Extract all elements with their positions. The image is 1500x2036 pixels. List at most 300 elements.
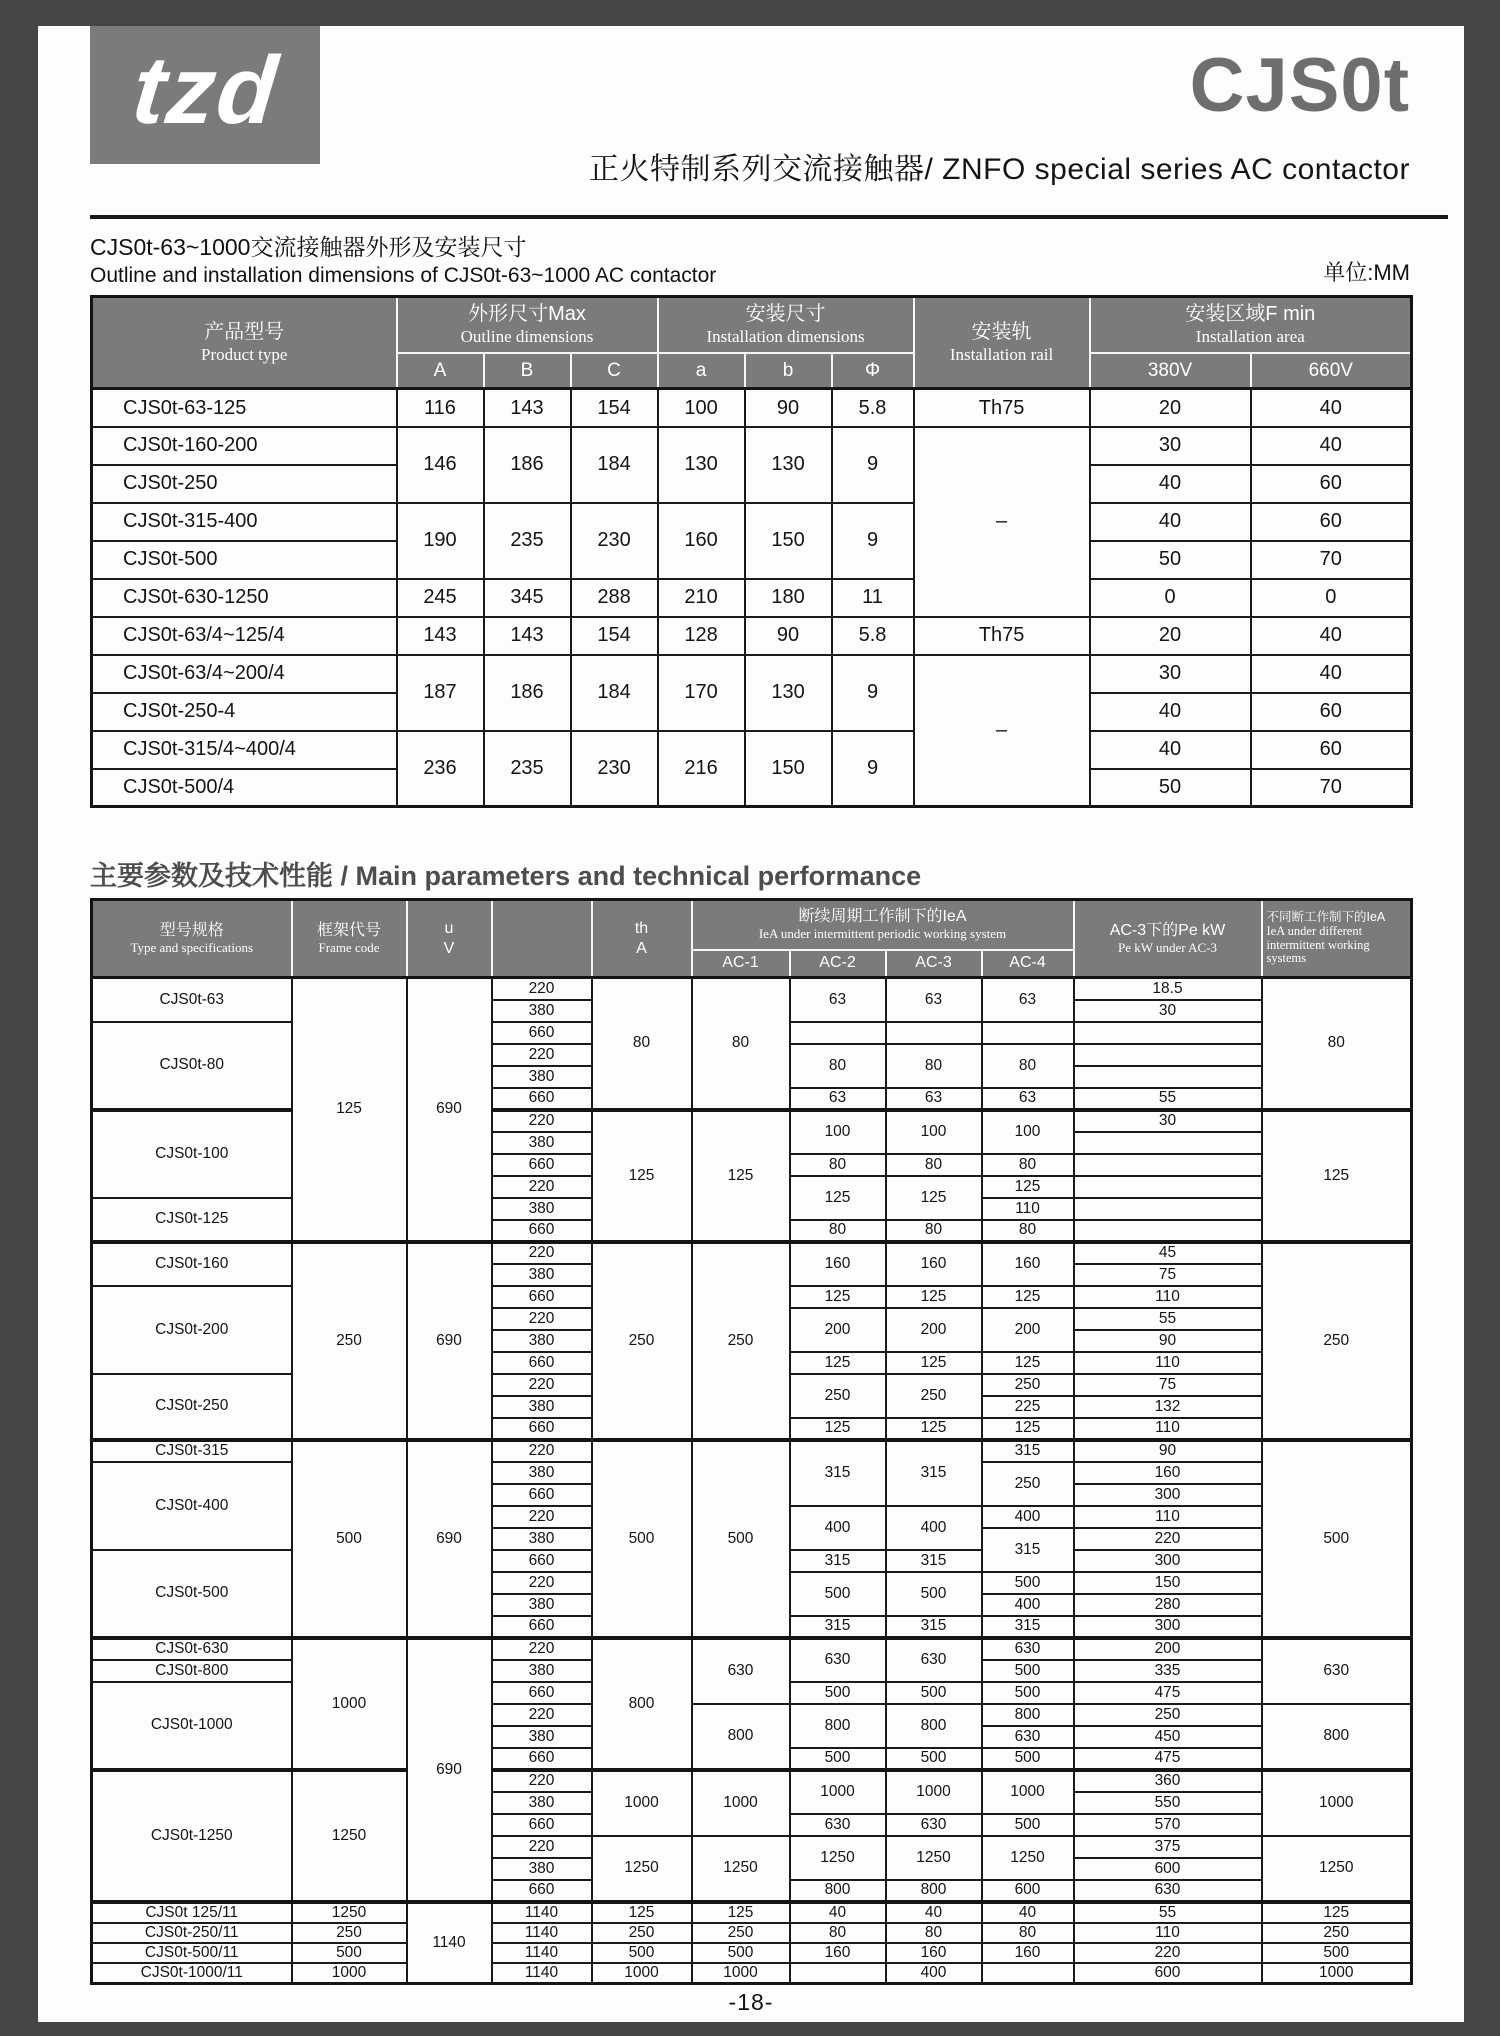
data-cell: CJS0t-100	[92, 1110, 292, 1198]
data-cell: 200	[790, 1308, 886, 1352]
data-cell: 660	[492, 1154, 592, 1176]
data-cell: 450	[1074, 1726, 1262, 1748]
data-cell: 250	[982, 1374, 1074, 1396]
data-cell: 500	[982, 1682, 1074, 1704]
data-cell: 70	[1251, 541, 1412, 579]
data-cell: 500	[886, 1682, 982, 1704]
data-cell: 200	[982, 1308, 1074, 1352]
data-cell: 315	[886, 1440, 982, 1506]
data-cell: 690	[407, 1242, 492, 1440]
data-cell: 190	[397, 503, 484, 579]
data-cell: 40	[1251, 617, 1412, 655]
data-cell	[982, 1963, 1074, 1984]
data-cell: 90	[1074, 1330, 1262, 1352]
data-cell: 250	[982, 1462, 1074, 1506]
data-cell: 220	[492, 1044, 592, 1066]
data-cell: 200	[1074, 1638, 1262, 1660]
data-cell: 80	[982, 1044, 1074, 1088]
data-cell: 800	[790, 1704, 886, 1748]
data-cell: CJS0t-500/4	[92, 769, 397, 807]
table-row	[92, 503, 1412, 541]
data-cell: 500	[1262, 1943, 1412, 1963]
header-divider	[90, 215, 1448, 219]
col-pe-kw: AC-3下的Pe kW Pe kW under AC-3	[1074, 900, 1262, 978]
data-cell: 660	[492, 1616, 592, 1638]
data-cell: CJS0t-500	[92, 1550, 292, 1638]
table-row	[92, 1963, 1412, 1984]
data-cell: CJS0t-250/11	[92, 1923, 292, 1943]
data-cell: 160	[1074, 1462, 1262, 1484]
data-cell: 380	[492, 1198, 592, 1220]
data-cell: 143	[397, 617, 484, 655]
data-cell: 380	[492, 1726, 592, 1748]
data-cell: 63	[982, 978, 1074, 1022]
data-cell: 40	[1251, 655, 1412, 693]
data-cell: 184	[571, 427, 658, 503]
data-cell: 11	[832, 579, 914, 617]
data-cell: 130	[658, 427, 745, 503]
data-cell: CJS0t-400	[92, 1462, 292, 1550]
data-cell: 80	[790, 1044, 886, 1088]
data-cell: 160	[886, 1242, 982, 1286]
data-cell: 220	[492, 1110, 592, 1132]
data-cell: CJS0t-500/11	[92, 1943, 292, 1963]
data-cell: 0	[1251, 579, 1412, 617]
data-cell: 250	[790, 1374, 886, 1418]
data-cell: 80	[886, 1154, 982, 1176]
data-cell: 1250	[886, 1836, 982, 1880]
data-cell: CJS0t-315/4~400/4	[92, 731, 397, 769]
data-cell: 600	[982, 1880, 1074, 1902]
data-cell: 90	[745, 617, 832, 655]
data-cell: 315	[886, 1616, 982, 1638]
data-cell: 1000	[692, 1770, 790, 1836]
data-cell: CJS0t-125	[92, 1198, 292, 1242]
data-cell: 500	[982, 1748, 1074, 1770]
header-cell: C	[571, 353, 658, 389]
col-iea-different: 不同断工作制下的IeA IeA under different intermittent working systems	[1262, 900, 1412, 978]
header-cell: Φ	[832, 353, 914, 389]
data-cell: 315	[982, 1616, 1074, 1638]
data-cell: 500	[592, 1440, 692, 1638]
data-cell	[790, 1963, 886, 1984]
data-cell: 55	[1074, 1088, 1262, 1110]
outline-dimensions-table	[90, 295, 1413, 808]
data-cell: 125	[1262, 1110, 1412, 1242]
data-cell: 570	[1074, 1814, 1262, 1836]
data-cell: 380	[492, 1066, 592, 1088]
data-cell: 500	[592, 1943, 692, 1963]
header-cell: AC-3	[886, 950, 982, 978]
data-cell: 335	[1074, 1660, 1262, 1682]
data-cell: 800	[886, 1880, 982, 1902]
data-cell: 116	[397, 389, 484, 427]
data-cell: 125	[790, 1352, 886, 1374]
data-cell: 125	[886, 1418, 982, 1440]
data-cell: CJS0t-160-200	[92, 427, 397, 465]
data-cell: 60	[1251, 731, 1412, 769]
data-cell: 154	[571, 389, 658, 427]
data-cell: CJS0t-160	[92, 1242, 292, 1286]
data-cell: 600	[1074, 1963, 1262, 1984]
data-cell: 125	[692, 1902, 790, 1923]
data-cell: 40	[1090, 503, 1251, 541]
data-cell: CJS0t-500	[92, 541, 397, 579]
data-cell: 236	[397, 731, 484, 807]
col-installation-area: 安装区域F min Installation area	[1090, 297, 1412, 353]
data-cell	[886, 1022, 982, 1044]
data-cell: 660	[492, 1814, 592, 1836]
data-cell: 110	[1074, 1352, 1262, 1374]
data-cell: 125	[790, 1286, 886, 1308]
data-cell: 125	[982, 1286, 1074, 1308]
data-cell: 220	[492, 1242, 592, 1264]
data-cell: 220	[492, 1836, 592, 1858]
data-cell: –	[914, 427, 1090, 617]
data-cell: 220	[492, 1374, 592, 1396]
data-cell: 50	[1090, 541, 1251, 579]
header-cell: 660V	[1251, 353, 1412, 389]
data-cell: 250	[692, 1242, 790, 1440]
product-code-title: CJS0t	[1189, 43, 1410, 128]
data-cell: 500	[790, 1572, 886, 1616]
table-header-row	[92, 297, 1412, 353]
data-cell: 80	[886, 1923, 982, 1943]
data-cell: 1250	[292, 1770, 407, 1902]
params-section-title: 主要参数及技术性能 / Main parameters and technical performance	[90, 861, 922, 891]
col-iea-intermittent: 断续周期工作制下的IeA IeA under intermittent periodic working system	[692, 900, 1074, 950]
data-cell: 360	[1074, 1770, 1262, 1792]
data-cell: 130	[745, 655, 832, 731]
data-cell: CJS0t 125/11	[92, 1902, 292, 1923]
data-cell: 9	[832, 731, 914, 807]
data-cell: 80	[790, 1154, 886, 1176]
data-cell: 9	[832, 503, 914, 579]
data-cell: 216	[658, 731, 745, 807]
data-cell: 90	[1074, 1440, 1262, 1462]
table-row	[92, 427, 1412, 465]
data-cell: 380	[492, 1462, 592, 1484]
header-cell: AC-1	[692, 950, 790, 978]
data-cell: 250	[592, 1242, 692, 1440]
data-cell: 660	[492, 1418, 592, 1440]
data-cell: 230	[571, 503, 658, 579]
data-cell: 80	[790, 1923, 886, 1943]
data-cell: 660	[492, 1286, 592, 1308]
data-cell: 125	[292, 978, 407, 1242]
data-cell: 40	[790, 1902, 886, 1923]
data-cell: 220	[492, 1176, 592, 1198]
data-cell: 300	[1074, 1616, 1262, 1638]
data-cell: 160	[790, 1943, 886, 1963]
data-cell: 288	[571, 579, 658, 617]
data-cell: 220	[1074, 1528, 1262, 1550]
data-cell: 110	[1074, 1923, 1262, 1943]
table-header-row	[92, 900, 1412, 950]
table-row	[92, 389, 1412, 427]
data-cell: 380	[492, 1858, 592, 1880]
data-cell: 146	[397, 427, 484, 503]
data-cell: CJS0t-1250	[92, 1770, 292, 1902]
col-th-a: th A	[592, 900, 692, 978]
data-cell	[982, 1022, 1074, 1044]
data-cell: 220	[492, 1638, 592, 1660]
data-cell: 800	[592, 1638, 692, 1770]
data-cell: 160	[982, 1242, 1074, 1286]
col-installation-dimensions: 安装尺寸 Installation dimensions	[658, 297, 914, 353]
data-cell: 1140	[492, 1902, 592, 1923]
data-cell: 475	[1074, 1748, 1262, 1770]
data-cell: 100	[790, 1110, 886, 1154]
data-cell: 143	[484, 389, 571, 427]
table-row	[92, 655, 1412, 693]
data-cell: 110	[1074, 1506, 1262, 1528]
data-cell: 20	[1090, 389, 1251, 427]
data-cell: 220	[492, 1770, 592, 1792]
data-cell: 110	[982, 1198, 1074, 1220]
data-cell: 500	[292, 1943, 407, 1963]
data-cell: 40	[1090, 731, 1251, 769]
data-cell: 1000	[790, 1770, 886, 1814]
data-cell: 250	[1074, 1704, 1262, 1726]
data-cell: 220	[492, 1440, 592, 1462]
data-cell: 660	[492, 1682, 592, 1704]
data-cell: 30	[1090, 655, 1251, 693]
col-u-v: u V	[407, 900, 492, 978]
data-cell: 125	[982, 1418, 1074, 1440]
data-cell: 380	[492, 1264, 592, 1286]
data-cell: 600	[1074, 1858, 1262, 1880]
data-cell: 63	[790, 1088, 886, 1110]
data-cell: 154	[571, 617, 658, 655]
data-cell: 20	[1090, 617, 1251, 655]
data-cell: CJS0t-63	[92, 978, 292, 1022]
outline-title-zh: CJS0t-63~1000交流接触器外形及安装尺寸	[90, 234, 527, 260]
data-cell: 250	[292, 1242, 407, 1440]
data-cell: 300	[1074, 1550, 1262, 1572]
data-cell: 1250	[692, 1836, 790, 1902]
data-cell: 630	[886, 1638, 982, 1682]
data-cell: 380	[492, 1330, 592, 1352]
table-row	[92, 1638, 1412, 1660]
data-cell: 400	[886, 1506, 982, 1550]
data-cell: 63	[886, 1088, 982, 1110]
data-cell: CJS0t-80	[92, 1022, 292, 1110]
data-cell: 5.8	[832, 389, 914, 427]
data-cell: 500	[692, 1943, 790, 1963]
data-cell: 400	[982, 1506, 1074, 1528]
data-cell: CJS0t-1000/11	[92, 1963, 292, 1984]
data-cell: CJS0t-63/4~125/4	[92, 617, 397, 655]
data-cell: 220	[492, 1308, 592, 1330]
data-cell: 345	[484, 579, 571, 617]
data-cell: 380	[492, 1000, 592, 1022]
col-outline-dimensions: 外形尺寸Max Outline dimensions	[397, 297, 658, 353]
data-cell: 160	[658, 503, 745, 579]
header-cell: a	[658, 353, 745, 389]
data-cell: 1140	[492, 1943, 592, 1963]
data-cell: 630	[886, 1814, 982, 1836]
header-cell: AC-4	[982, 950, 1074, 978]
data-cell: 18.5	[1074, 978, 1262, 1000]
data-cell: 125	[886, 1352, 982, 1374]
data-cell: 235	[484, 503, 571, 579]
data-cell: 63	[982, 1088, 1074, 1110]
data-cell: 380	[492, 1594, 592, 1616]
data-cell: 125	[592, 1902, 692, 1923]
data-cell: 800	[1262, 1704, 1412, 1770]
col-frame-code: 框架代号 Frame code	[292, 900, 407, 978]
outline-title-en: Outline and installation dimensions of CJS0t-63~1000 AC contactor	[90, 264, 717, 288]
data-cell: 128	[658, 617, 745, 655]
outline-section	[90, 232, 1410, 808]
data-cell: 40	[1251, 389, 1412, 427]
data-cell: 55	[1074, 1902, 1262, 1923]
data-cell: 630	[1262, 1638, 1412, 1704]
data-cell: 80	[886, 1220, 982, 1242]
data-cell: CJS0t-200	[92, 1286, 292, 1374]
header-cell: 380V	[1090, 353, 1251, 389]
table-row	[92, 1440, 1412, 1462]
data-cell: 660	[492, 1550, 592, 1572]
data-cell: 110	[1074, 1418, 1262, 1440]
header-cell: B	[484, 353, 571, 389]
data-cell	[1074, 1044, 1262, 1066]
data-cell: 500	[982, 1572, 1074, 1594]
data-cell: 250	[692, 1923, 790, 1943]
data-cell: 500	[292, 1440, 407, 1638]
data-cell: 500	[886, 1572, 982, 1616]
data-cell: 150	[745, 731, 832, 807]
data-cell: CJS0t-250-4	[92, 693, 397, 731]
data-cell: 1140	[407, 1902, 492, 1984]
data-cell: 375	[1074, 1836, 1262, 1858]
data-cell: 400	[982, 1594, 1074, 1616]
data-cell: 125	[790, 1418, 886, 1440]
data-cell: 55	[1074, 1308, 1262, 1330]
data-cell: 180	[745, 579, 832, 617]
data-cell: 250	[886, 1374, 982, 1418]
data-cell: 130	[745, 427, 832, 503]
data-cell: 125	[692, 1110, 790, 1242]
data-cell: 50	[1090, 769, 1251, 807]
data-cell: 80	[886, 1044, 982, 1088]
table-row	[92, 1110, 1412, 1132]
data-cell: 225	[982, 1396, 1074, 1418]
data-cell: 1250	[790, 1836, 886, 1880]
data-cell: 500	[692, 1440, 790, 1638]
data-cell: 1000	[592, 1963, 692, 1984]
header-cell: AC-2	[790, 950, 886, 978]
data-cell: 80	[982, 1154, 1074, 1176]
data-cell: 800	[982, 1704, 1074, 1726]
data-cell: 30	[1074, 1110, 1262, 1132]
data-cell: 1000	[292, 1963, 407, 1984]
data-cell: 187	[397, 655, 484, 731]
data-cell: 800	[790, 1880, 886, 1902]
data-cell: 143	[484, 617, 571, 655]
data-cell: 9	[832, 655, 914, 731]
data-cell: 45	[1074, 1242, 1262, 1264]
data-cell: 630	[692, 1638, 790, 1704]
table-row	[92, 978, 1412, 1000]
data-cell: 125	[592, 1110, 692, 1242]
data-cell: 0	[1090, 579, 1251, 617]
data-cell: 660	[492, 1220, 592, 1242]
data-cell: 125	[1262, 1902, 1412, 1923]
data-cell: 315	[790, 1440, 886, 1506]
data-cell: 690	[407, 1638, 492, 1902]
outline-title	[90, 232, 716, 289]
data-cell: 1250	[982, 1836, 1074, 1880]
data-cell: 250	[1262, 1242, 1412, 1440]
data-cell: CJS0t-315-400	[92, 503, 397, 541]
data-cell: 630	[790, 1638, 886, 1682]
data-cell: 220	[492, 1506, 592, 1528]
data-cell: 110	[1074, 1286, 1262, 1308]
data-cell: 220	[1074, 1943, 1262, 1963]
data-cell: 1000	[886, 1770, 982, 1814]
data-cell: 250	[1262, 1923, 1412, 1943]
data-cell: 630	[790, 1814, 886, 1836]
data-cell: 1000	[292, 1638, 407, 1770]
data-cell: 100	[982, 1110, 1074, 1154]
data-cell: 125	[790, 1176, 886, 1220]
data-cell: 500	[982, 1814, 1074, 1836]
data-cell: Th75	[914, 389, 1090, 427]
data-cell: 280	[1074, 1594, 1262, 1616]
data-cell: 40	[886, 1902, 982, 1923]
data-cell: 125	[886, 1176, 982, 1220]
data-cell	[1074, 1176, 1262, 1198]
data-cell: 1000	[692, 1963, 790, 1984]
data-cell: 235	[484, 731, 571, 807]
data-cell: 63	[886, 978, 982, 1022]
main-parameters-table	[90, 898, 1413, 1985]
data-cell: 380	[492, 1660, 592, 1682]
data-cell: 315	[982, 1528, 1074, 1572]
series-subtitle: 正火特制系列交流接触器/ ZNFO special series AC contactor	[589, 153, 1410, 186]
data-cell: 550	[1074, 1792, 1262, 1814]
data-cell: 300	[1074, 1484, 1262, 1506]
data-cell: 150	[745, 503, 832, 579]
page-content	[38, 26, 1464, 2022]
data-cell: 315	[886, 1550, 982, 1572]
data-cell: 380	[492, 1528, 592, 1550]
data-cell: 160	[982, 1943, 1074, 1963]
data-cell: 100	[658, 389, 745, 427]
data-cell: 210	[658, 579, 745, 617]
col-type-specifications: 型号规格 Type and specifications	[92, 900, 292, 978]
data-cell: 40	[1251, 427, 1412, 465]
data-cell: 40	[982, 1902, 1074, 1923]
data-cell: 220	[492, 978, 592, 1000]
data-cell: 80	[982, 1923, 1074, 1943]
data-cell: 380	[492, 1396, 592, 1418]
data-cell: CJS0t-250	[92, 465, 397, 503]
unit-label: 单位:MM	[1323, 260, 1410, 286]
data-cell: 63	[790, 978, 886, 1022]
data-cell: 80	[692, 978, 790, 1110]
data-cell: CJS0t-800	[92, 1660, 292, 1682]
data-cell	[1074, 1154, 1262, 1176]
header-cell: A	[397, 353, 484, 389]
data-cell: 220	[492, 1704, 592, 1726]
data-cell: 1250	[1262, 1836, 1412, 1902]
data-cell: 380	[492, 1792, 592, 1814]
header-cell: b	[745, 353, 832, 389]
data-cell: 186	[484, 655, 571, 731]
